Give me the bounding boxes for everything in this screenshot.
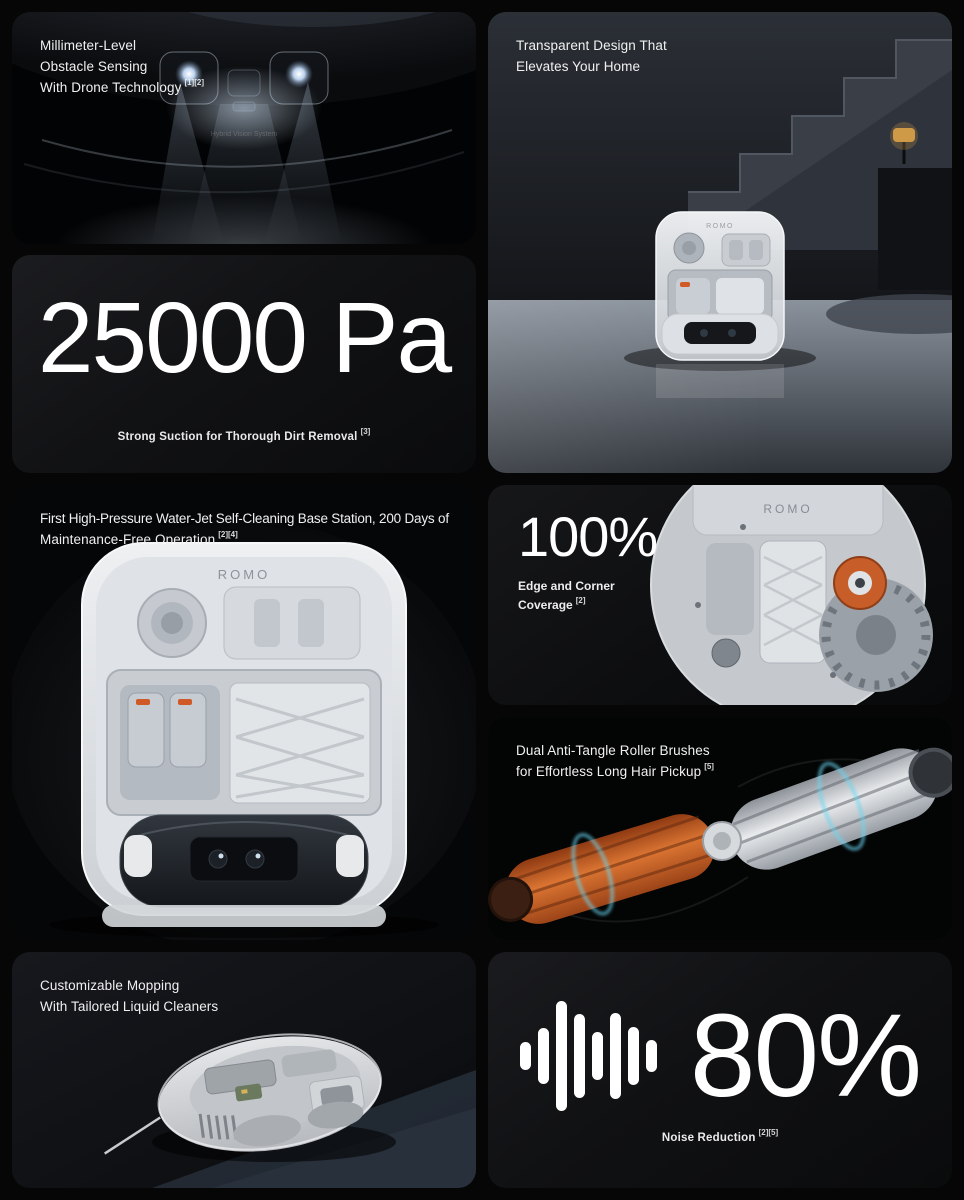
noise-caption: [662, 1129, 778, 1144]
footnote-marker: [2]: [575, 595, 586, 605]
card-title: [516, 741, 714, 783]
reflection: [656, 364, 784, 398]
caption-line: Edge and Corner: [518, 579, 615, 593]
orange-motor: [834, 557, 886, 609]
roller-brushes-card: [488, 717, 952, 940]
internal-components: [107, 587, 381, 815]
caption-text: Noise Reduction: [661, 1131, 756, 1144]
brand-label: ROMO: [217, 567, 271, 582]
tank-marker: [178, 699, 192, 705]
noise-stat-card: [488, 952, 952, 1188]
coverage-text-block: [518, 505, 658, 614]
bumper-label: Hybrid Vision System: [210, 131, 278, 138]
filter-panel: [230, 683, 370, 803]
title-line: Elevates Your Home: [516, 58, 641, 74]
card-title: [40, 976, 218, 1018]
noise-value: 80%: [689, 989, 921, 1122]
coverage-caption: [518, 577, 657, 614]
brand-label: ROMO: [706, 223, 734, 230]
footnote-marker: [1][2]: [184, 78, 204, 88]
coverage-value: 100%: [518, 505, 658, 568]
transparent-base-station: [656, 212, 784, 398]
suction-value: 25000 Pa: [37, 281, 451, 394]
dock-ramp: [102, 905, 386, 927]
title-line: Dual Anti-Tangle Roller Brushes: [516, 743, 710, 758]
tank-marker: [136, 699, 150, 705]
card-title: [40, 36, 204, 99]
base-station-illustration: [12, 485, 476, 940]
caption-text: Strong Suction for Thorough Dirt Removal: [117, 430, 358, 443]
footnote-marker: [2][5]: [758, 1127, 779, 1137]
base-station-card: [12, 485, 476, 940]
mopping-card: [12, 952, 476, 1188]
title-line: First High-Pressure Water-Jet Self-Cleaning Base Station, 200 Days of: [40, 511, 449, 526]
room-scene-illustration: [488, 12, 952, 473]
title-line: Transparent Design That: [516, 38, 667, 53]
footnote-marker: [5]: [704, 762, 714, 772]
filter-grid: [760, 541, 826, 663]
title-line: With Drone Technology: [40, 79, 182, 95]
title-line: Customizable Mopping: [40, 978, 180, 993]
robot-underside: [651, 485, 933, 705]
noise-row: [520, 989, 921, 1122]
transparent-design-card: [488, 12, 952, 473]
title-line: Maintenance-Free Operation: [40, 531, 216, 547]
title-line: Millimeter-Level: [40, 38, 137, 53]
caption-line: Coverage: [518, 597, 573, 612]
card-title: [40, 509, 449, 551]
title-line: With Tailored Liquid Cleaners: [40, 998, 219, 1014]
suction-caption: [118, 428, 371, 443]
coverage-stat-card: [488, 485, 952, 705]
card-title: [516, 36, 667, 78]
sensor-visor: [190, 837, 298, 881]
docked-robot: [120, 815, 368, 907]
obstacle-sensing-card: [12, 12, 476, 244]
docked-robot: [662, 314, 778, 354]
title-line: for Effortless Long Hair Pickup: [516, 763, 702, 779]
footnote-marker: [2][4]: [218, 530, 238, 540]
brand-label: ROMO: [763, 502, 813, 516]
footnote-marker: [3]: [360, 426, 371, 436]
title-line: Obstacle Sensing: [40, 58, 148, 74]
sound-wave-icon: [520, 998, 660, 1114]
suction-stat-card: [12, 255, 476, 473]
